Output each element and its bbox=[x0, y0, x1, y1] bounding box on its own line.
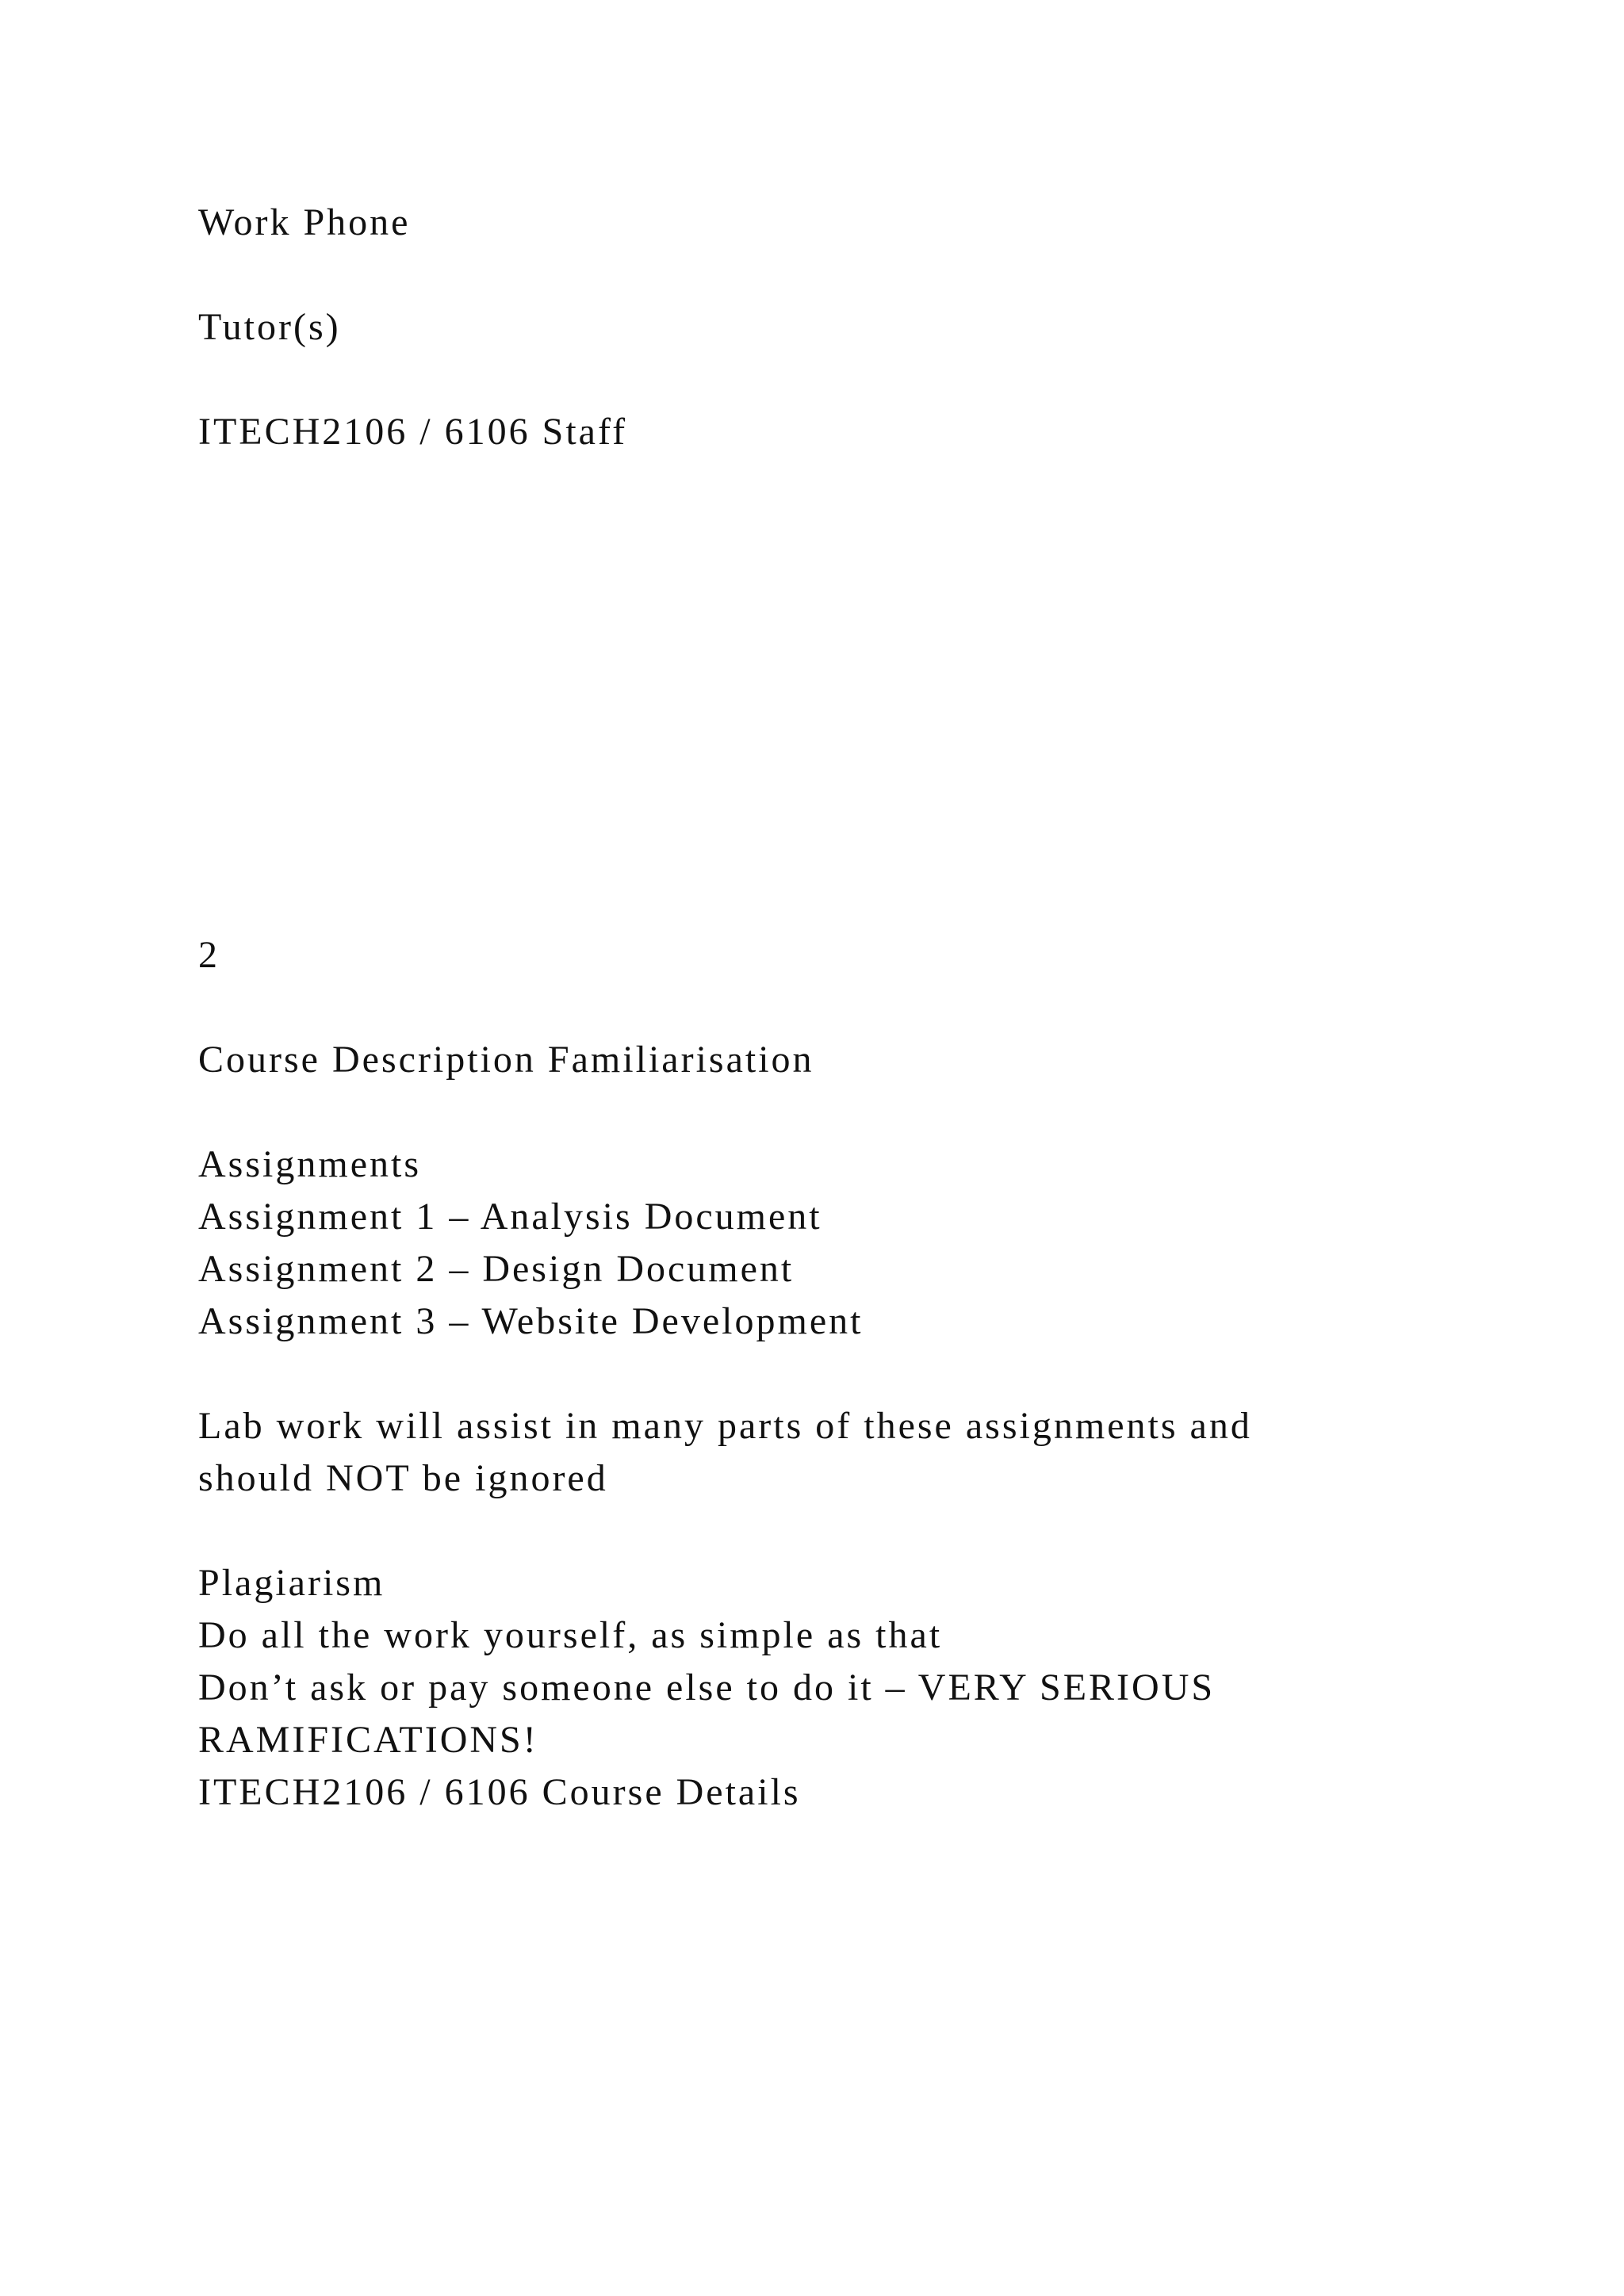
course-details-title: ITECH2106 / 6106 Course Details bbox=[198, 1771, 801, 1813]
work-phone-label: Work Phone bbox=[198, 201, 411, 243]
lab-note-line: should NOT be ignored bbox=[198, 1457, 608, 1499]
assignments-heading: Assignments bbox=[198, 1143, 422, 1185]
assignment-item: Assignment 1 – Analysis Document bbox=[198, 1196, 822, 1238]
assignment-item: Assignment 3 – Website Development bbox=[198, 1300, 864, 1342]
plagiarism-line: Don’t ask or pay someone else to do it – VERY SERIOUS bbox=[198, 1667, 1216, 1709]
plagiarism-line: Do all the work yourself, as simple as that bbox=[198, 1614, 943, 1656]
assignment-item: Assignment 2 – Design Document bbox=[198, 1248, 795, 1290]
lab-note-line: Lab work will assist in many parts of these assignments and bbox=[198, 1405, 1252, 1447]
plagiarism-heading: Plagiarism bbox=[198, 1562, 385, 1604]
page-number: 2 bbox=[198, 934, 220, 976]
course-description-heading: Course Description Familiarisation bbox=[198, 1039, 814, 1081]
staff-section-title: ITECH2106 / 6106 Staff bbox=[198, 411, 628, 453]
tutors-label: Tutor(s) bbox=[198, 306, 341, 348]
plagiarism-line: RAMIFICATIONS! bbox=[198, 1719, 538, 1761]
